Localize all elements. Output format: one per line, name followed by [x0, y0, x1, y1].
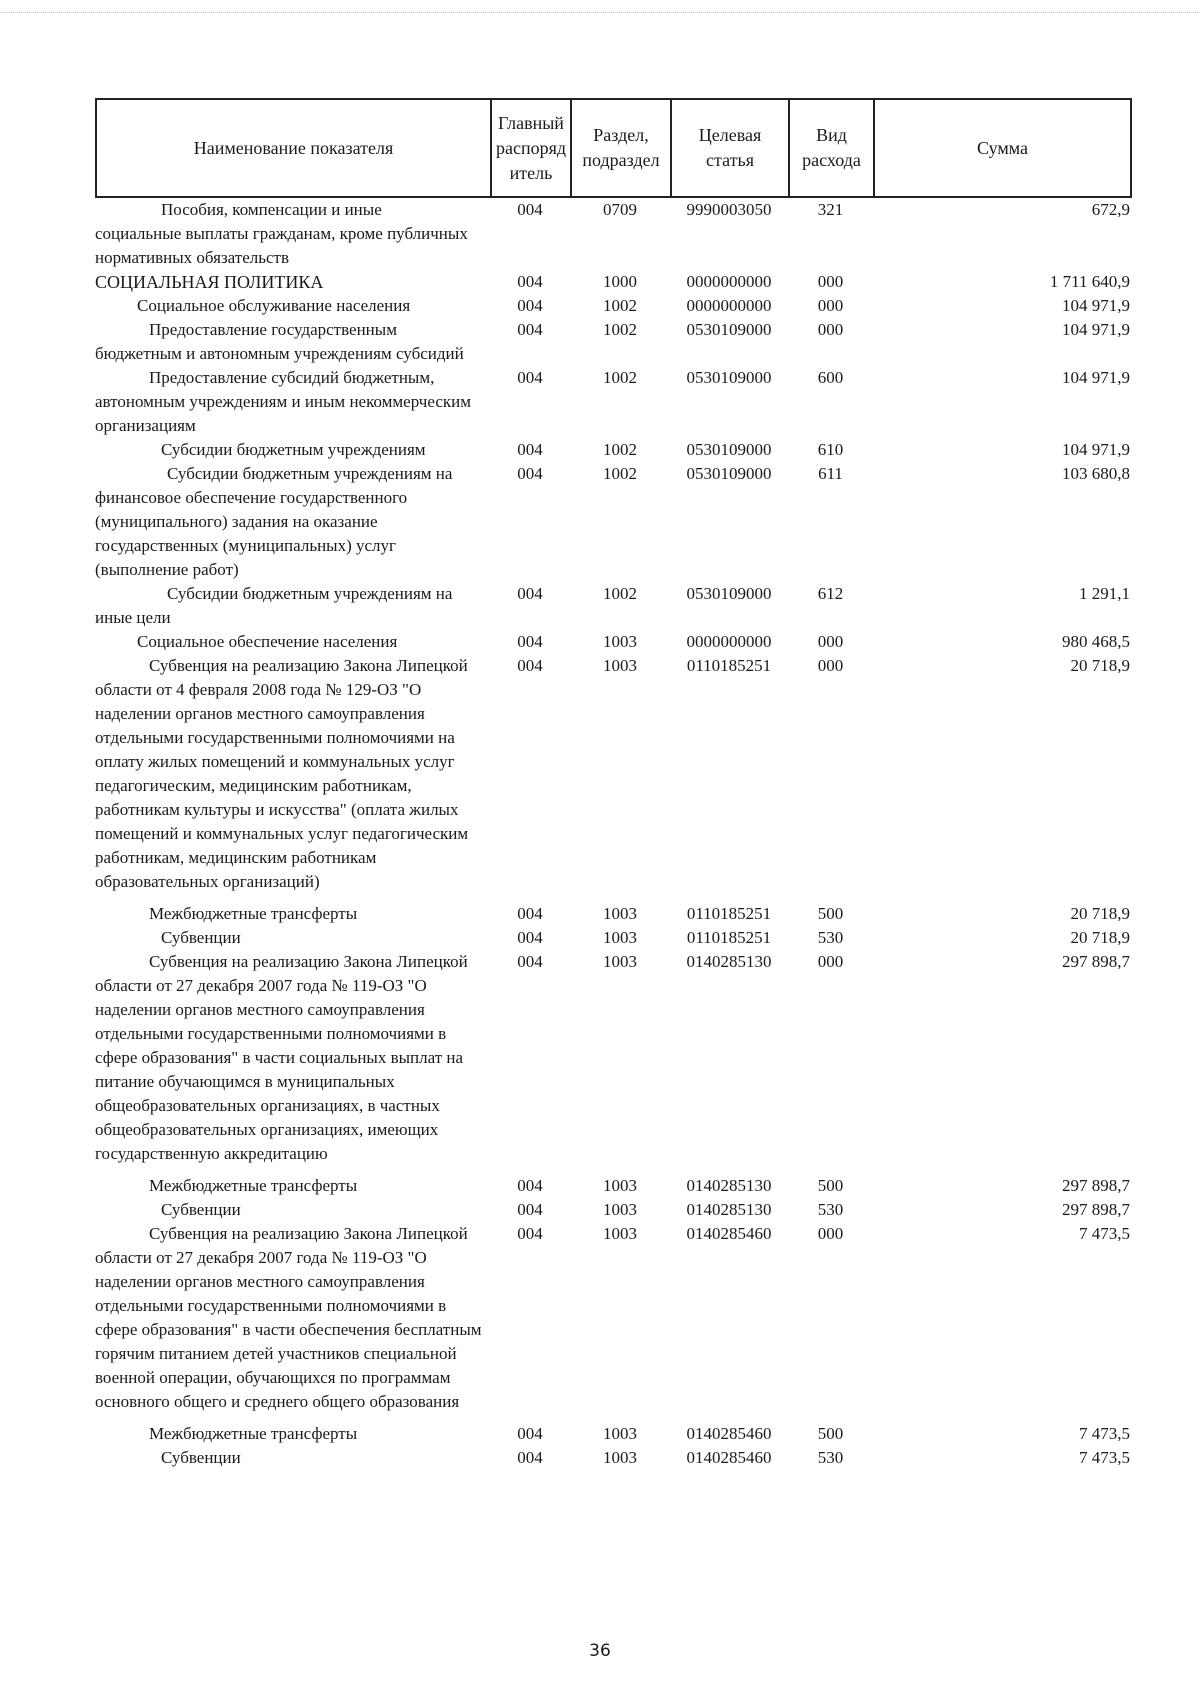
row-sum: 672,9: [1091, 200, 1130, 219]
row-section: 1003: [603, 632, 637, 651]
row-sum: 1 711 640,9: [1049, 272, 1130, 291]
row-target: 0530109000: [686, 320, 772, 339]
row-chief: 004: [517, 320, 543, 339]
budget-table-page: [95, 98, 1130, 1470]
row-chief: 004: [517, 1424, 543, 1443]
row-chief: 004: [517, 368, 543, 387]
row-sum: 20 718,9: [1070, 656, 1130, 675]
row-kind: 321: [817, 200, 844, 219]
row-section: 1003: [603, 952, 637, 971]
row-kind: 600: [817, 368, 844, 387]
row-name-first-line: Социальное обслуживание населения: [137, 296, 411, 315]
table-row: [95, 294, 1130, 318]
row-target: 0530109000: [686, 440, 772, 459]
row-kind: 000: [817, 272, 844, 291]
row-name: [95, 198, 490, 270]
row-section: 1000: [603, 272, 637, 291]
row-sum: 297 898,7: [1062, 952, 1130, 971]
row-sum: 297 898,7: [1062, 1176, 1130, 1195]
row-kind: 612: [817, 584, 844, 603]
row-sum: 104 971,9: [1062, 368, 1130, 387]
row-name-first-line: Межбюджетные трансферты: [149, 1424, 358, 1443]
row-name-first-line: Предоставление государственным: [149, 320, 397, 339]
row-name-first-line: Субвенции: [161, 1448, 241, 1467]
row-kind: 000: [817, 952, 844, 971]
row-spacer: [95, 1166, 1130, 1174]
row-name-continuation: финансовое обеспечение государственного (муниципального) задания на оказание государственных (муниципальных) услуг (выполнение работ): [95, 488, 408, 579]
row-name-continuation: иные цели: [95, 608, 171, 627]
row-sum: 20 718,9: [1070, 928, 1130, 947]
row-chief: 004: [517, 584, 543, 603]
row-name-continuation: социальные выплаты гражданам, кроме публичных нормативных обязательств: [95, 224, 468, 267]
col-header-target: Целевая статья: [671, 99, 789, 197]
table-row: [95, 462, 1130, 582]
row-name: [95, 318, 490, 366]
row-name: [95, 462, 490, 582]
table-row: [95, 582, 1130, 630]
row-target: 0140285460: [686, 1424, 772, 1443]
row-kind: 530: [817, 1200, 844, 1219]
page-number: 36: [589, 1641, 611, 1661]
row-target: 0110185251: [686, 904, 772, 923]
table-row: [95, 902, 1130, 926]
row-name-continuation: бюджетным и автономным учреждениям субсидий: [95, 344, 464, 363]
table-row: [95, 1422, 1130, 1446]
row-chief: 004: [517, 928, 543, 947]
col-header-chief: Главный распоряд итель: [491, 99, 571, 197]
row-kind: 000: [817, 296, 844, 315]
row-kind: 000: [817, 632, 844, 651]
row-chief: 004: [517, 440, 543, 459]
row-chief: 004: [517, 200, 543, 219]
row-name-first-line: Межбюджетные трансферты: [149, 904, 358, 923]
col-header-name: Наименование показателя: [96, 99, 491, 197]
table-row: [95, 926, 1130, 950]
row-name: [95, 654, 490, 894]
row-target: 0140285130: [686, 952, 772, 971]
row-chief: 004: [517, 656, 543, 675]
row-name: [95, 950, 490, 1166]
row-target: 0000000000: [686, 272, 772, 291]
row-name-first-line: Социальное обеспечение населения: [137, 632, 398, 651]
row-sum: 7 473,5: [1079, 1224, 1130, 1243]
row-sum: 7 473,5: [1079, 1424, 1130, 1443]
row-chief: 004: [517, 1448, 543, 1467]
table-row: [95, 318, 1130, 366]
row-chief: 004: [517, 272, 543, 291]
row-section: 1002: [603, 368, 637, 387]
row-name-first-line: Субвенция на реализацию Закона Липецкой: [149, 952, 468, 971]
row-chief: 004: [517, 632, 543, 651]
row-name-continuation: области от 27 декабря 2007 года № 119-ОЗ "О наделении органов местного самоуправления отдельными государственными полномочиями в сфере образования" в части социальных выплат на питание обучающимся в муниципальных общеобразовательных организациях, в частных общеобразовательных организациях, имеющих государственную аккредитацию: [95, 976, 464, 1163]
row-name-first-line: Субвенции: [161, 928, 241, 947]
row-name-first-line: Предоставление субсидий бюджетным,: [149, 368, 435, 387]
row-section: 1002: [603, 464, 637, 483]
row-target: 0140285460: [686, 1448, 772, 1467]
row-name-first-line: Пособия, компенсации и иные: [161, 200, 382, 219]
row-name: [95, 1222, 490, 1414]
table-row: [95, 270, 1130, 294]
row-name: [95, 270, 490, 294]
row-name-continuation: области от 27 декабря 2007 года № 119-ОЗ "О наделении органов местного самоуправления отдельными государственными полномочиями в сфере образования" в части обеспечения бесплатным горячим питанием детей участников специальной военной операции, обучающихся по программам основного общего и среднего общего образования: [95, 1248, 482, 1411]
row-name: [95, 926, 490, 950]
row-section: 1003: [603, 928, 637, 947]
row-section: 1002: [603, 296, 637, 315]
row-name: [95, 438, 490, 462]
row-name: [95, 1446, 490, 1470]
row-target: 0530109000: [686, 584, 772, 603]
row-target: 0140285130: [686, 1176, 772, 1195]
row-kind: 000: [817, 1224, 844, 1243]
row-target: 0140285460: [686, 1224, 772, 1243]
row-sum: 980 468,5: [1062, 632, 1130, 651]
row-kind: 000: [817, 656, 844, 675]
row-sum: 104 971,9: [1062, 296, 1130, 315]
row-kind: 000: [817, 320, 844, 339]
row-section: 1003: [603, 656, 637, 675]
row-section: 1003: [603, 1448, 637, 1467]
row-chief: 004: [517, 904, 543, 923]
row-sum: 7 473,5: [1079, 1448, 1130, 1467]
row-name-first-line: Субвенция на реализацию Закона Липецкой: [149, 1224, 468, 1243]
row-name: [95, 1198, 490, 1222]
row-sum: 20 718,9: [1070, 904, 1130, 923]
row-name: [95, 366, 490, 438]
row-name-first-line: Субвенция на реализацию Закона Липецкой: [149, 656, 468, 675]
row-target: 0000000000: [686, 296, 772, 315]
row-section: 1003: [603, 1424, 637, 1443]
row-chief: 004: [517, 952, 543, 971]
row-sum: 1 291,1: [1079, 584, 1130, 603]
row-name-first-line: Субвенции: [161, 1200, 241, 1219]
row-kind: 611: [818, 464, 843, 483]
table-row: [95, 1222, 1130, 1414]
row-target: 0110185251: [686, 928, 772, 947]
row-name-continuation: области от 4 февраля 2008 года № 129-ОЗ "О наделении органов местного самоуправления отдельными государственными полномочиями на оплату жилых помещений и коммунальных услуг педагогическим, медицинским работникам, работникам культуры и искусства" (оплата жилых помещений и коммунальных услуг педагогическим работникам, медицинским работникам образовательных организаций): [95, 680, 469, 891]
col-header-kind: Вид расхода: [789, 99, 874, 197]
table-row: [95, 366, 1130, 438]
scan-edge-line: [0, 12, 1200, 13]
row-target: 0110185251: [686, 656, 772, 675]
row-section: 1003: [603, 904, 637, 923]
row-kind: 500: [817, 1424, 844, 1443]
row-chief: 004: [517, 1200, 543, 1219]
col-header-sum: Сумма: [874, 99, 1131, 197]
row-name: [95, 902, 490, 926]
row-name-first-line: Субсидии бюджетным учреждениям на: [167, 464, 453, 483]
row-name: [95, 582, 490, 630]
row-kind: 500: [817, 904, 844, 923]
row-name: [95, 294, 490, 318]
row-chief: 004: [517, 1176, 543, 1195]
row-chief: 004: [517, 1224, 543, 1243]
row-section: 1002: [603, 320, 637, 339]
row-name-first-line: Субсидии бюджетным учреждениям на: [167, 584, 453, 603]
row-section: 0709: [603, 200, 637, 219]
row-target: 0530109000: [686, 464, 772, 483]
row-section: 1002: [603, 584, 637, 603]
row-sum: 104 971,9: [1062, 320, 1130, 339]
row-target: 0530109000: [686, 368, 772, 387]
table-row: [95, 198, 1130, 270]
row-name: [95, 1174, 490, 1198]
table-row: [95, 950, 1130, 1166]
row-sum: 103 680,8: [1062, 464, 1130, 483]
row-name: [95, 630, 490, 654]
row-name-first-line: Субсидии бюджетным учреждениям: [161, 440, 426, 459]
table-row: [95, 438, 1130, 462]
row-name-continuation: автономным учреждениям и иным некоммерческим организациям: [95, 392, 471, 435]
row-name: [95, 1422, 490, 1446]
row-spacer: [95, 894, 1130, 902]
row-target: 0140285130: [686, 1200, 772, 1219]
row-kind: 610: [817, 440, 844, 459]
row-section: 1003: [603, 1200, 637, 1219]
row-spacer: [95, 1414, 1130, 1422]
row-chief: 004: [517, 296, 543, 315]
row-section: 1003: [603, 1176, 637, 1195]
row-kind: 530: [817, 928, 844, 947]
row-name-first-line: СОЦИАЛЬНАЯ ПОЛИТИКА: [95, 272, 324, 292]
row-name-first-line: Межбюджетные трансферты: [149, 1176, 358, 1195]
row-target: 0000000000: [686, 632, 772, 651]
row-kind: 530: [817, 1448, 844, 1467]
table-row: [95, 1446, 1130, 1470]
col-header-section: Раздел, подраздел: [571, 99, 671, 197]
table-row: [95, 654, 1130, 894]
table-row: [95, 630, 1130, 654]
row-section: 1003: [603, 1224, 637, 1243]
row-sum: 297 898,7: [1062, 1200, 1130, 1219]
row-target: 9990003050: [686, 200, 772, 219]
row-section: 1002: [603, 440, 637, 459]
table-row: [95, 1174, 1130, 1198]
table-row: [95, 1198, 1130, 1222]
table-header: [95, 98, 1132, 198]
row-chief: 004: [517, 464, 543, 483]
row-sum: 104 971,9: [1062, 440, 1130, 459]
table-body: [95, 198, 1130, 1470]
row-kind: 500: [817, 1176, 844, 1195]
